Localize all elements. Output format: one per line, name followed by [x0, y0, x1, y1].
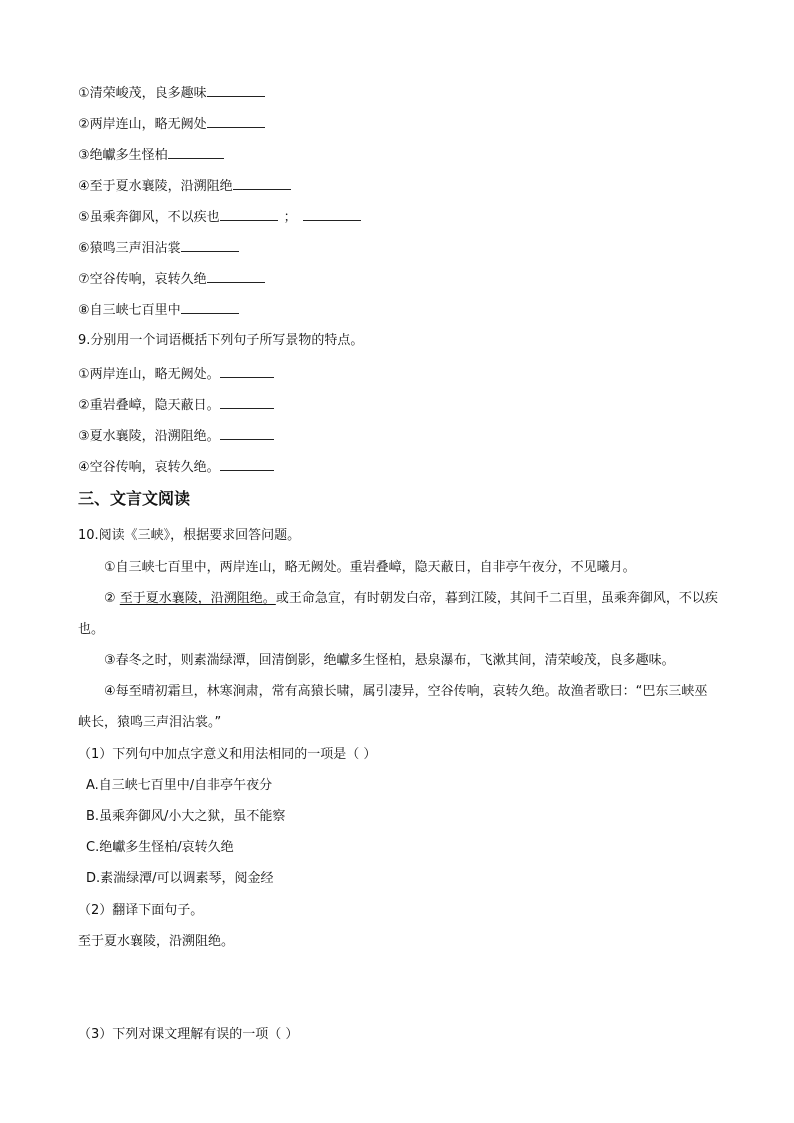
q10-sub2-sentence: 至于夏水襄陵，沿溯阻绝。 — [78, 934, 235, 949]
q8-item-label: ④至于夏水襄陵，沿溯阻绝 — [78, 179, 233, 194]
q8-item-8 — [78, 300, 239, 320]
q8-item-label: ③绝巘多生怪柏 — [78, 148, 168, 163]
underlined-sentence: 至于夏水襄陵，沿溯阻绝。 — [119, 591, 276, 606]
paragraph-marker: ② — [104, 591, 116, 606]
q9-prompt: 9.分别用一个词语概括下列句子所写景物的特点。 — [78, 333, 364, 348]
q9-item-3 — [78, 426, 274, 446]
paragraph-text: 或王命急宣，有时朝发白帝，暮到江陵，其间千二百里，虽乘奔御风，不以疾也。 — [78, 591, 718, 637]
q8-item-7 — [78, 269, 265, 289]
answer-blank[interactable] — [207, 114, 265, 128]
q10-sub3-prompt: （3）下列对课文理解有误的一项（ ） — [78, 1027, 299, 1042]
answer-blank[interactable] — [168, 145, 224, 159]
answer-blank[interactable] — [303, 207, 361, 221]
q9-item-label: ④空谷传响，哀转久绝。 — [78, 460, 220, 475]
answer-blank[interactable] — [207, 269, 265, 283]
q8-item-label: ①清荣峻茂，良多趣味 — [78, 86, 207, 101]
passage-paragraph-2 — [78, 583, 718, 645]
option-c[interactable]: C.绝巘多生怪柏/哀转久绝 — [86, 840, 234, 855]
separator: ； — [283, 210, 297, 225]
q8-item-label: ⑧自三峡七百里中 — [78, 303, 181, 318]
q8-item-4 — [78, 176, 291, 196]
passage-paragraph-4: ④每至晴初霜旦，林寒涧肃，常有高猿长啸，属引凄异，空谷传响，哀转久绝。故渔者歌曰：“巴东三峡巫峡长，猿鸣三声泪沾裳。” — [78, 684, 708, 730]
answer-blank[interactable] — [220, 426, 274, 440]
answer-blank[interactable] — [207, 83, 265, 97]
passage-paragraph-3: ③春冬之时，则素湍绿潭，回清倒影，绝巘多生怪柏，悬泉瀑布，飞漱其间，清荣峻茂，良多趣味。 — [104, 653, 675, 668]
q8-item-label: ⑥猿鸣三声泪沾裳 — [78, 241, 181, 256]
answer-blank[interactable] — [220, 457, 274, 471]
answer-blank[interactable] — [181, 300, 239, 314]
passage-paragraph-1: ①自三峡七百里中，两岸连山，略无阙处。重岩叠嶂，隐天蔽日，自非亭午夜分，不见曦月。 — [104, 560, 636, 575]
q8-item-3 — [78, 145, 224, 165]
option-d[interactable]: D.素湍绿潭/可以调素琴，阅金经 — [86, 871, 274, 886]
q10-prompt: 10.阅读《三峡》，根据要求回答问题。 — [78, 528, 301, 543]
section-heading: 三、文言文阅读 — [78, 489, 191, 508]
q9-item-label: ③夏水襄陵，沿溯阻绝。 — [78, 429, 220, 444]
q9-item-4 — [78, 457, 274, 477]
q8-item-label: ⑤虽乘奔御风，不以疾也 — [78, 210, 220, 225]
q9-item-1 — [78, 364, 274, 384]
answer-blank[interactable] — [181, 238, 239, 252]
answer-blank[interactable] — [220, 364, 274, 378]
q10-sub1-prompt: （1）下列句中加点字意义和用法相同的一项是（ ） — [78, 747, 377, 762]
option-a[interactable]: A.自三峡七百里中/自非亭午夜分 — [86, 778, 273, 793]
q9-item-label: ②重岩叠嶂，隐天蔽日。 — [78, 398, 220, 413]
q8-item-5 — [78, 207, 361, 227]
answer-blank[interactable] — [220, 395, 274, 409]
q8-item-label: ⑦空谷传响，哀转久绝 — [78, 272, 207, 287]
answer-blank[interactable] — [233, 176, 291, 190]
answer-blank[interactable] — [220, 207, 278, 221]
q8-item-2 — [78, 114, 265, 134]
q8-item-1 — [78, 83, 265, 103]
q8-item-label: ②两岸连山，略无阙处 — [78, 117, 207, 132]
q9-item-label: ①两岸连山，略无阙处。 — [78, 367, 220, 382]
option-b[interactable]: B.虽乘奔御风/小大之狱，虽不能察 — [86, 809, 286, 824]
q9-item-2 — [78, 395, 274, 415]
q10-sub2-prompt: （2）翻译下面句子。 — [78, 903, 204, 918]
q8-item-6 — [78, 238, 239, 258]
